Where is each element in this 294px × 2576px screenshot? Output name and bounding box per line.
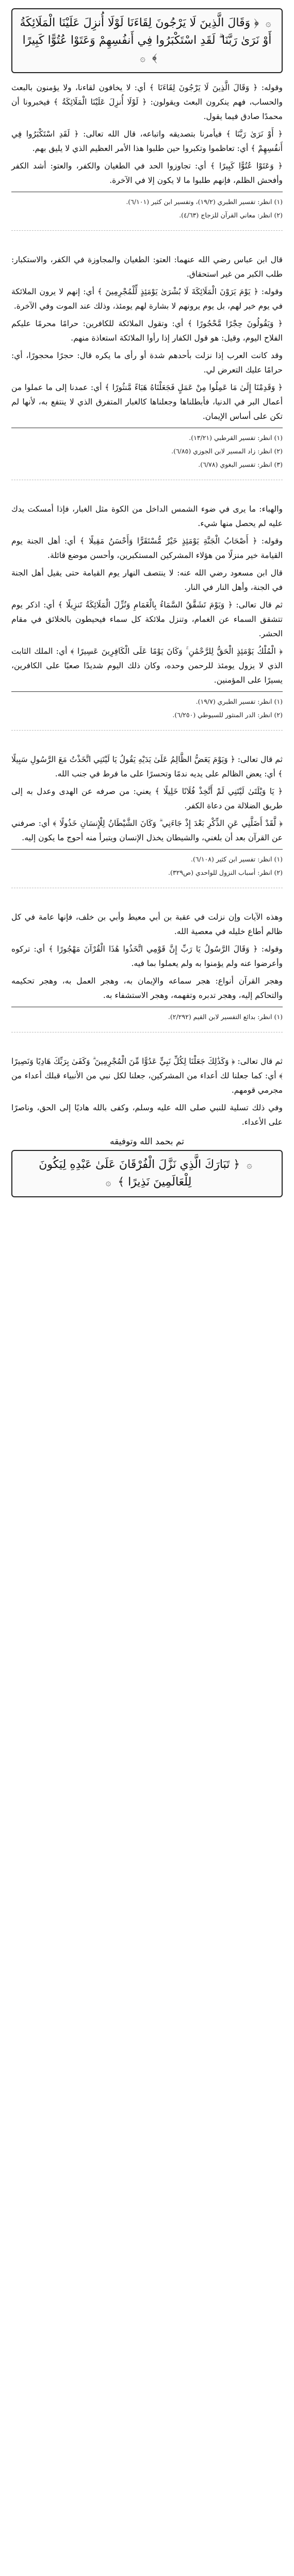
ornament-icon: ۞	[265, 18, 271, 29]
closing-verse-text: ﴿ تَبَارَكَ الَّذِي نَزَّلَ الْفُرْقَانَ عَلَىٰ عَبْدِهِ لِيَكُونَ لِلْعَالَمِينَ نَذِيرًا ﴾	[39, 1158, 240, 1189]
sections-container	[11, 80, 283, 1129]
footnote: (١) انظر: تفسير ابن كثير (٦/١٠٨).	[191, 855, 283, 863]
body-paragraph: ﴿ أَوْ نَرَىٰ رَبَّنَا ﴾ فيأمرنا بتصديقه واتباعه، قال الله تعالى: ﴿ لَقَدِ اسْتَكْبَرُوا فِي أَنفُسِهِمْ ﴾ أي: تعاظموا وتكبروا حين طلبوا هذا الأمر العظيم الذي لا يليق بهم.	[11, 129, 283, 154]
footnote: (٢) انظر: الدر المنثور للسيوطي (٦/٢٥٠).	[172, 711, 283, 719]
footnote: (١) انظر: بدائع التفسير لابن القيم (٢/٢٩٢).	[168, 1013, 283, 1021]
body-paragraph: ﴿ لَّقَدْ أَضَلَّنِي عَنِ الذِّكْرِ بَعْدَ إِذْ جَاءَنِي ۗ وَكَانَ الشَّيْطَانُ لِلْإِنسَانِ خَذُولًا ﴾ أي: صرفني عن القرآن بعد أن بلغني، والشيطان يخذل الإنسان ويتبرأ منه أحوج ما يكون إليه.	[11, 819, 283, 843]
text-section	[11, 752, 283, 878]
footnote: (٢) انظر: زاد المسير لابن الجوزي (٦/٨٥).	[171, 447, 283, 455]
body-paragraph: وفي ذلك تسلية للنبي صلى الله عليه وسلم، وكفى بالله هاديًا إلى الحق، وناصرًا على الأعداء.	[11, 1103, 283, 1127]
header-verse-text: ﴿ وَقَالَ الَّذِينَ لَا يَرْجُونَ لِقَاءَنَا لَوْلَا أُنزِلَ عَلَيْنَا الْمَلَائِكَةُ أَوْ نَرَىٰ رَبَّنَا ۗ لَقَدِ اسْتَكْبَرُوا فِي أَنفُسِهِمْ وَعَتَوْا عُتُوًّا كَبِيرًا ﴾	[20, 16, 272, 65]
body-paragraph: وقد كانت العرب إذا نزلت بأحدهم شدة أو رأى ما يكره قال: حجرًا محجورًا، أي: حرامًا عليك التعرض لي.	[11, 351, 283, 375]
body-paragraph: ثم قال تعالى: ﴿ وَكَذَٰلِكَ جَعَلْنَا لِكُلِّ نَبِيٍّ عَدُوًّا مِّنَ الْمُجْرِمِينَ ۗ وَكَفَىٰ بِرَبِّكَ هَادِيًا وَنَصِيرًا ﴾ أي: كما جعلنا لك أعداء من المشركين، جعلنا لكل نبي من الأنبياء قبلك أعداء من مجرمي قومهم.	[11, 1057, 283, 1095]
body-paragraph: ﴿ الْمُلْكُ يَوْمَئِذٍ الْحَقُّ لِلرَّحْمَٰنِ ۚ وَكَانَ يَوْمًا عَلَى الْكَافِرِينَ عَسِيرًا ﴾ أي: الملك الثابت الذي لا يزول يومئذ للرحمن وحده، وكان ذلك اليوم شديدًا صعبًا على الكافرين، يسيرًا على المؤمنين.	[11, 647, 283, 685]
footnote-divider	[11, 691, 283, 692]
body-paragraph: ﴿ وَعَتَوْا عُتُوًّا كَبِيرًا ﴾ أي: تجاوزوا الحد في الطغيان والكفر، والعتو: أشد الكفر وأفحش الظلم، فإنهم طلبوا ما لا يكون إلا في الآخرة.	[11, 161, 283, 185]
page-separator	[11, 480, 283, 495]
footnotes	[11, 196, 283, 221]
footnote-divider	[11, 849, 283, 850]
text-section	[11, 1054, 283, 1129]
text-section	[11, 910, 283, 1023]
footnote: (١) انظر: تفسير الطبري (١٩/٧).	[195, 698, 283, 706]
footnotes	[11, 854, 283, 878]
body-paragraph: وقوله: ﴿ وَقَالَ الَّذِينَ لَا يَرْجُونَ لِقَاءَنَا ﴾ أي: لا يخافون لقاءنا، ولا يؤمنون بالبعث والحساب، فهم ينكرون البعث ويقولون: ﴿ لَوْلَا أُنزِلَ عَلَيْنَا الْمَلَائِكَةُ ﴾ فيخبرونا أن محمدًا صادق فيما يقول.	[11, 83, 283, 122]
footnotes	[11, 1011, 283, 1023]
body-paragraph: ﴿ وَيَقُولُونَ حِجْرًا مَّحْجُورًا ﴾ أي: وتقول الملائكة للكافرين: حرامًا محرمًا عليكم الفلاح اليوم، وقيل: هو قول الكفار إذا رأوا الملائكة استعاذة منهم.	[11, 319, 283, 343]
text-section	[11, 502, 283, 721]
body-paragraph: ثم قال تعالى: ﴿ وَيَوْمَ يَعَضُّ الظَّالِمُ عَلَىٰ يَدَيْهِ يَقُولُ يَا لَيْتَنِي اتَّخَذْتُ مَعَ الرَّسُولِ سَبِيلًا ﴾ أي: يعض الظالم على يديه ندمًا وتحسرًا على ما فرط في جنب الله.	[11, 755, 283, 779]
header-verse-banner	[11, 8, 283, 73]
page-separator	[11, 730, 283, 745]
text-section	[11, 252, 283, 470]
body-paragraph: وهجر القرآن أنواع: هجر سماعه والإيمان به، وهجر العمل به، وهجر تحكيمه والتحاكم إليه، وهجر تدبره وتفهمه، وهجر الاستشفاء به.	[11, 976, 283, 1001]
ornament-icon: ۞	[247, 1160, 252, 1171]
footnotes	[11, 696, 283, 721]
text-section	[11, 80, 283, 221]
footnote: (٣) انظر: تفسير البغوي (٦/٧٨).	[198, 461, 283, 469]
closing-block	[11, 1137, 283, 1197]
page-separator	[11, 888, 283, 903]
body-paragraph: والهباء: ما يرى في ضوء الشمس الداخل من الكوة مثل الغبار، فإذا أمسكت يدك عليه لم يحصل منها شيء.	[11, 504, 283, 529]
body-paragraph: وهذه الآيات وإن نزلت في عقبة بن أبي معيط وأبي بن خلف، فإنها عامة في كل ظالم أطاع خليله في معصية الله.	[11, 912, 283, 937]
footnote: (٢) انظر: أسباب النزول للواحدي (ص٣٢٩).	[168, 869, 283, 877]
body-paragraph: وقوله: ﴿ وَقَالَ الرَّسُولُ يَا رَبِّ إِنَّ قَوْمِي اتَّخَذُوا هَٰذَا الْقُرْآنَ مَهْجُورًا ﴾ أي: تركوه وأعرضوا عنه ولم يؤمنوا به ولم يعملوا بما فيه.	[11, 944, 283, 969]
ornament-icon: ۞	[140, 53, 145, 64]
body-paragraph: ثم قال تعالى: ﴿ وَيَوْمَ تَشَقَّقُ السَّمَاءُ بِالْغَمَامِ وَنُزِّلَ الْمَلَائِكَةُ تَنزِيلًا ﴾ أي: اذكر يوم تتشقق السماء عن الغمام، وتنزل ملائكة كل سماء فيحيطون بالخلائق في مقام الحشر.	[11, 600, 283, 639]
body-paragraph: ﴿ وَقَدِمْنَا إِلَىٰ مَا عَمِلُوا مِنْ عَمَلٍ فَجَعَلْنَاهُ هَبَاءً مَّنثُورًا ﴾ أي: عمدنا إلى ما عملوا من أعمال البر في الدنيا، فأبطلناها وجعلناها كالغبار المتفرق الذي لا ينتفع به، لأنها لم تكن على أساس الإيمان.	[11, 383, 283, 421]
body-paragraph: قال ابن عباس رضي الله عنهما: العتو: الطغيان والمجاوزة في الكفر، والاستكبار: طلب الكبر من غير استحقاق.	[11, 255, 283, 279]
footnote: (١) انظر: تفسير القرطبي (١٣/٢١).	[189, 434, 283, 442]
body-paragraph: وقوله: ﴿ يَوْمَ يَرَوْنَ الْمَلَائِكَةَ لَا بُشْرَىٰ يَوْمَئِذٍ لِّلْمُجْرِمِينَ ﴾ أي: إنهم لا يرون الملائكة في يوم خير لهم، بل يوم يرونهم لا بشارة لهم يومئذ، وذلك عند الموت وفي الآخرة.	[11, 287, 283, 311]
body-paragraph: وقوله: ﴿ أَصْحَابُ الْجَنَّةِ يَوْمَئِذٍ خَيْرٌ مُّسْتَقَرًّا وَأَحْسَنُ مَقِيلًا ﴾ أي: أهل الجنة يوم القيامة خير منزلًا من هؤلاء المشركين المستكبرين، وأحسن موضع قائلة.	[11, 536, 283, 561]
footnote: (٢) انظر: معاني القرآن للزجاج (٤/٦٣).	[179, 211, 283, 219]
page-separator	[11, 1032, 283, 1047]
footnotes	[11, 432, 283, 470]
body-paragraph: ﴿ يَا وَيْلَتَىٰ لَيْتَنِي لَمْ أَتَّخِذْ فُلَانًا خَلِيلًا ﴾ يعني: من صرفه عن الهدى وعدل به إلى طريق الضلالة من دعاة الكفر.	[11, 787, 283, 811]
page-separator	[11, 230, 283, 245]
closing-verse-banner	[11, 1150, 283, 1197]
closing-text: تم بحمد الله وتوفيقه	[109, 1137, 185, 1147]
footnote: (١) انظر: تفسير الطبري (١٩/٢)، وتفسير ابن كثير (٦/١٠١).	[126, 198, 283, 206]
body-paragraph: قال ابن مسعود رضي الله عنه: لا ينتصف النهار يوم القيامة حتى يقيل أهل الجنة في الجنة، وأهل النار في النار.	[11, 568, 283, 592]
ornament-icon: ۞	[105, 1177, 111, 1189]
